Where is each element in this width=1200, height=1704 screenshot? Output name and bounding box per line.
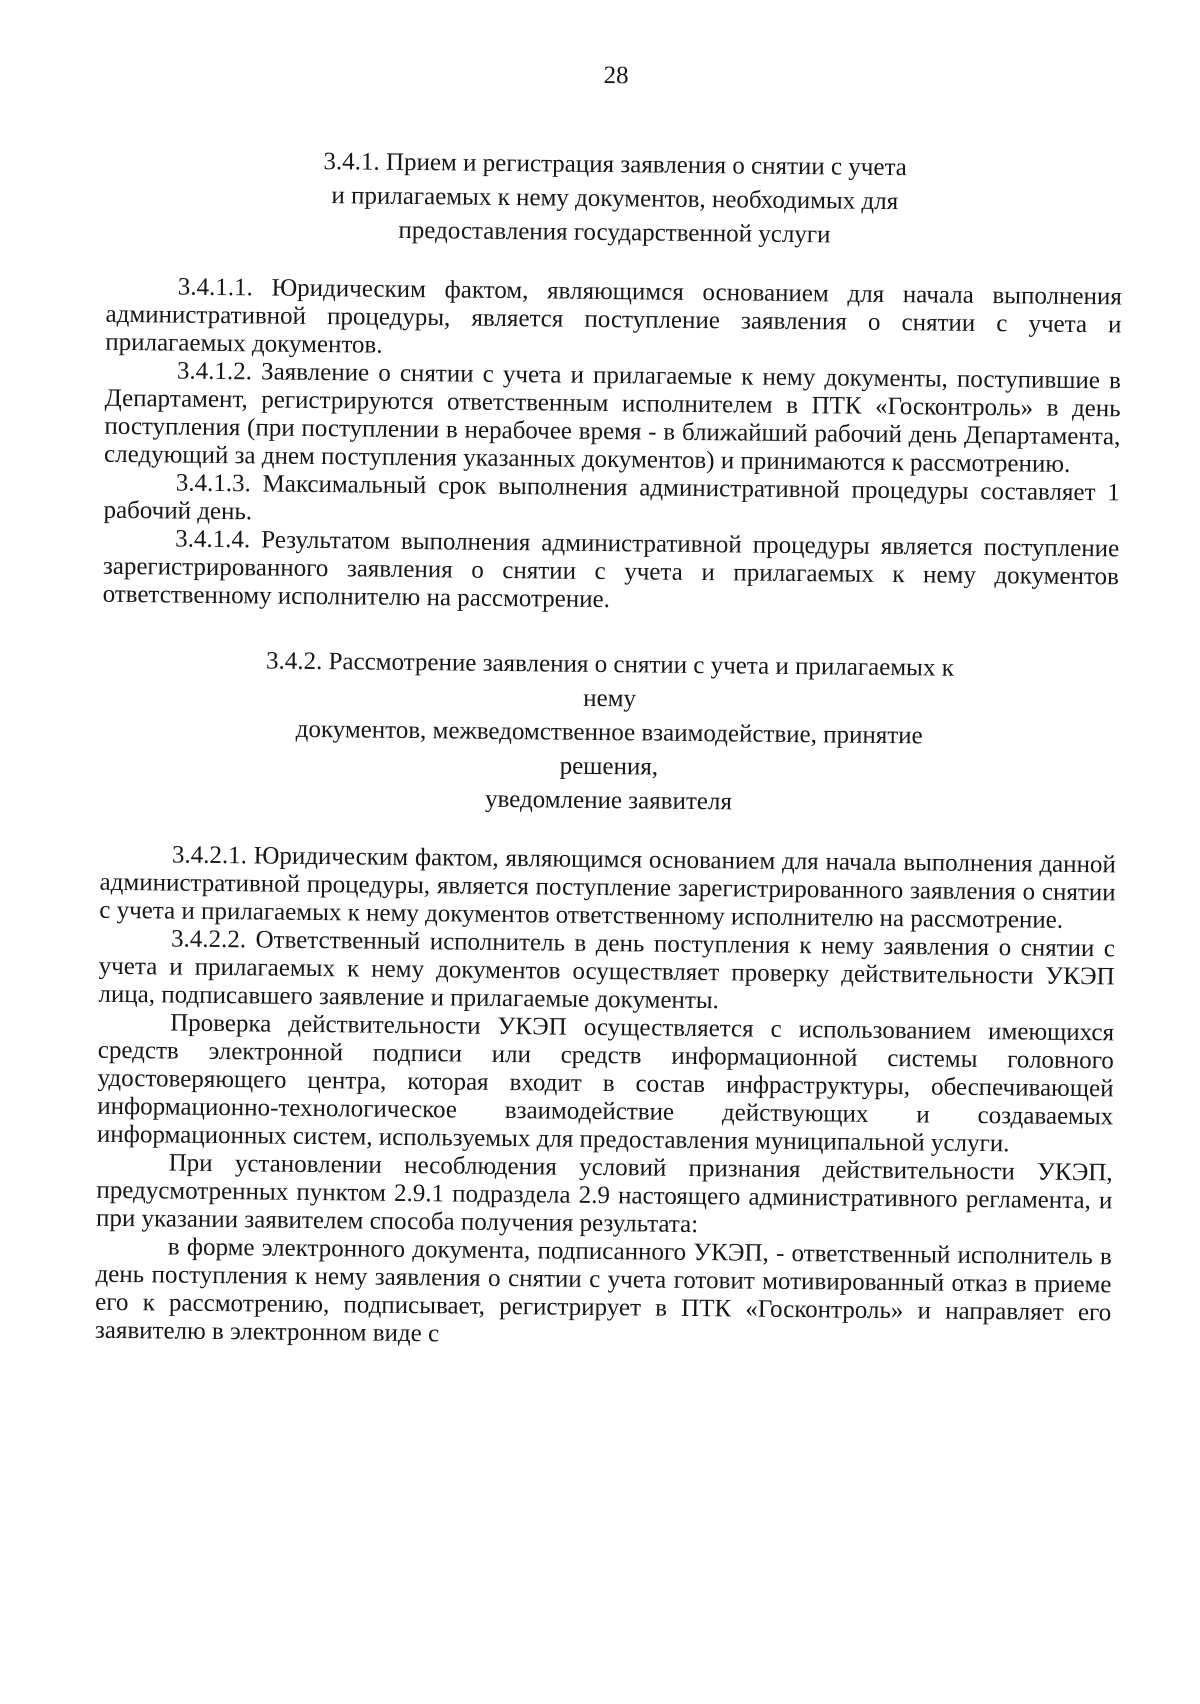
paragraph-3-4-2-1: 3.4.2.1. Юридическим фактом, являющимся основанием для начала выполнения данной административной процедуры, является поступление зарегистрированного заявления о снятии с учета и прилагаемых к нему документов ответственному исполнителю на рассмотрение. bbox=[99, 841, 1117, 934]
heading-line: документов, межведомственное взаимодействие, принятие решения, bbox=[295, 715, 923, 781]
paragraph-3-4-1-4: 3.4.1.4. Результатом выполнения административной процедуры является поступление зарегистрированного заявления о снятии с учета и прилагаемых к нему документов ответственному исполнителю на рассмотрение. bbox=[102, 525, 1120, 614]
paragraph-3-4-1-2: 3.4.1.2. Заявление о снятии с учета и прилагаемые к нему документы, поступившие в Департамент, регистрируются ответственным исполнителем в ПТК «Госконтроль» в день поступления (при поступлении в нерабочее время - в ближайший рабочий день Департамента, следующий за днем поступления указанных документов) и принимаются к рассмотрению. bbox=[103, 357, 1122, 478]
paragraph-3-4-2-2: 3.4.2.2. Ответственный исполнитель в день поступления к нему заявления о снятии с учета и прилагаемых к нему документов осуществляет проверку действительности УКЭП лица, подписавшего заявление и прилагаемые документы. bbox=[98, 925, 1116, 1015]
section-body-3-4-2 bbox=[95, 841, 1116, 1356]
section-body-3-4-1 bbox=[102, 273, 1121, 620]
heading-line: уведомление заявителя bbox=[484, 785, 733, 816]
heading-line: 3.4.2. Рассмотрение заявления о снятии с учета и прилагаемых к нему bbox=[265, 647, 954, 713]
paragraph-ukep-noncompliance: При установлении несоблюдения условий признания действительности УКЭП, предусмотренных пунктом 2.9.1 подраздела 2.9 настоящего административного регламента, и при указании заявителем способа получения результата: bbox=[95, 1149, 1113, 1239]
section-heading-3-4-2 bbox=[100, 643, 1118, 824]
section-heading-3-4-1 bbox=[106, 143, 1123, 256]
page-number: 28 bbox=[603, 61, 629, 90]
paragraph-ukep-verification: Проверка действительности УКЭП осуществляется с использованием имеющихся средств электронной подписи или средств информационной системы головного удостоверяющего центра, которая входит в состав инфраструктуры, обеспечивающей информационно-технологическое взаимодействие действующих и создаваемых информационных систем, используемых для предоставления муниципальной услуги. bbox=[96, 1009, 1115, 1158]
paragraph-electronic-refusal: в форме электронного документа, подписанного УКЭП, - ответственный исполнитель в день поступления к нему заявления о снятии с учета готовит мотивированный отказ в приеме его к рассмотрению, подписывает, регистрирует в ПТК «Госконтроль» и направляет его заявителю в электронном виде с bbox=[94, 1233, 1112, 1348]
heading-line: предоставления государственной услуги bbox=[398, 216, 831, 249]
heading-line: и прилагаемых к нему документов, необходимых для bbox=[331, 182, 899, 216]
paragraph-3-4-1-3: 3.4.1.3. Максимальный срок выполнения административной процедуры составляет 1 рабочий день. bbox=[103, 469, 1120, 526]
paragraph-3-4-1-1: 3.4.1.1. Юридическим фактом, являющимся основанием для начала выполнения административной процедуры, является поступление заявления о снятии с учета и прилагаемых документов. bbox=[105, 273, 1122, 359]
heading-line: 3.4.1. Прием и регистрация заявления о снятии с учета bbox=[323, 148, 908, 182]
